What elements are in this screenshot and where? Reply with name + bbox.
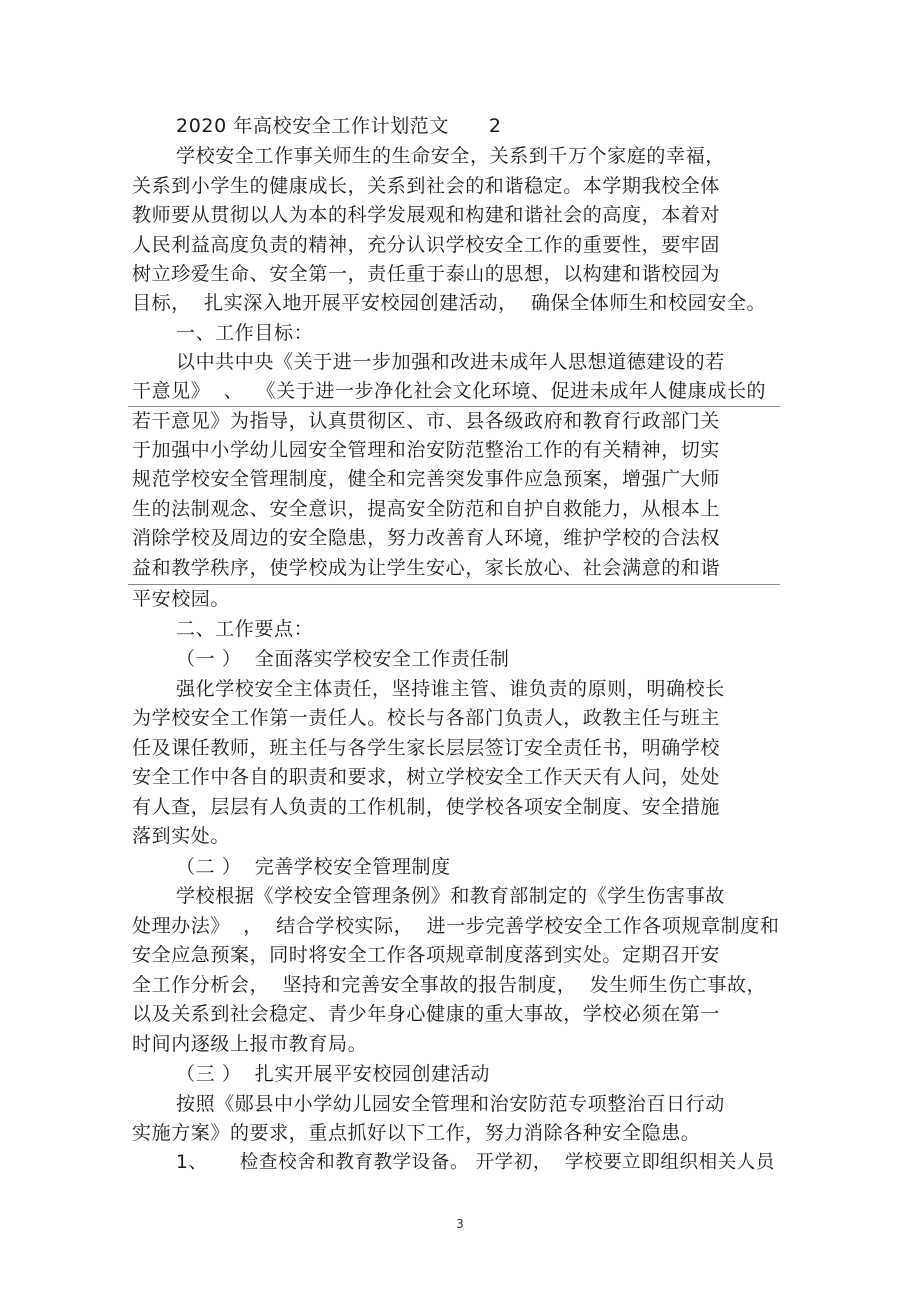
paragraph-line: 安全工作中各自的职责和要求，树立学校安全工作天天有人问，处处 (132, 766, 721, 788)
paragraph-line: 1、 检查校舍和教育教学设备。 开学初， 学校要立即组织相关人员 (176, 1152, 776, 1173)
paragraph-line: 以及关系到社会稳定、青少年身心健康的重大事故，学校必须在第一 (132, 1003, 721, 1025)
subsection-heading: （三 ） 扎实开展平安校园创建活动 (176, 1063, 490, 1085)
paragraph-line: 益和教学秩序，使学校成为让学生安心，家长放心、社会满意的和谐 (132, 557, 721, 579)
paragraph-line: 关系到小学生的健康成长，关系到社会的和谐稳定。本学期我校全体 (132, 175, 721, 197)
paragraph-line: 若干意见》为指导，认真贯彻区、市、县各级政府和教育行政部门关 (132, 410, 721, 432)
divider-line (128, 584, 780, 585)
paragraph-line: 有人查，层层有人负责的工作机制，使学校各项安全制度、安全措施 (132, 796, 721, 818)
paragraph-line: 平安校园。 (132, 588, 231, 610)
paragraph-line: 任及课任教师，班主任与各学生家长层层签订安全责任书，明确学校 (132, 737, 721, 759)
divider-line (128, 406, 780, 407)
paragraph-line: 于加强中小学幼儿园安全管理和治安防范整治工作的有关精神，切实 (132, 439, 721, 461)
paragraph-line: 学校安全工作事关师生的生命安全，关系到千万个家庭的幸福， (176, 145, 725, 167)
subsection-heading: （一 ） 全面落实学校安全工作责任制 (176, 648, 510, 670)
page-number: 3 (456, 1217, 464, 1231)
paragraph-line: 处理办法》 ， 结合学校实际， 进一步完善学校安全工作各项规章制度和 (132, 915, 780, 937)
document-title: 2020 年高校安全工作计划范文 2 (176, 115, 502, 137)
section-heading: 一、工作目标： (176, 322, 314, 344)
paragraph-line: 实施方案》的要求，重点抓好以下工作，努力消除各种安全隐患。 (132, 1122, 701, 1144)
paragraph-line: 教师要从贯彻以人为本的科学发展观和构建和谐社会的高度，本着对 (132, 204, 721, 226)
paragraph-line: 强化学校安全主体责任，坚持谁主管、谁负责的原则，明确校长 (176, 678, 725, 700)
paragraph-line: 时间内逐级上报市教育局。 (132, 1033, 368, 1055)
paragraph-line: 人民利益高度负责的精神，充分认识学校安全工作的重要性，要牢固 (132, 234, 721, 256)
paragraph-line: 干意见》 、 《关于进一步净化社会文化环境、促进未成年人健康成长的 (132, 380, 767, 402)
paragraph-line: 为学校安全工作第一责任人。校长与各部门负责人，政教主任与班主 (132, 707, 721, 729)
paragraph-line: 全工作分析会， 坚持和完善安全事故的报告制度， 发生师生伤亡事故， (132, 974, 767, 996)
paragraph-line: 生的法制观念、安全意识，提高安全防范和自护自救能力，从根本上 (132, 498, 721, 520)
paragraph-line: 安全应急预案，同时将安全工作各项规章制度落到实处。定期召开安 (132, 944, 721, 966)
paragraph-line: 按照《郧县中小学幼儿园安全管理和治安防范专项整治百日行动 (176, 1093, 725, 1115)
paragraph-line: 以中共中央《关于进一步加强和改进未成年人思想道德建设的若 (176, 351, 725, 373)
subsection-heading: （二 ） 完善学校安全管理制度 (176, 856, 451, 878)
paragraph-line: 落到实处。 (132, 825, 231, 847)
paragraph-line: 学校根据《学校安全管理条例》和教育部制定的《学生伤害事故 (176, 885, 725, 907)
paragraph-line: 消除学校及周边的安全隐患，努力改善育人环境，维护学校的合法权 (132, 527, 721, 549)
paragraph-line: 目标， 扎实深入地开展平安校园创建活动， 确保全体师生和校园安全。 (132, 292, 767, 314)
paragraph-line: 树立珍爱生命、安全第一，责任重于泰山的思想，以构建和谐校园为 (132, 263, 721, 285)
section-heading: 二、工作要点： (176, 618, 314, 640)
paragraph-line: 规范学校安全管理制度，健全和完善突发事件应急预案，增强广大师 (132, 468, 721, 490)
